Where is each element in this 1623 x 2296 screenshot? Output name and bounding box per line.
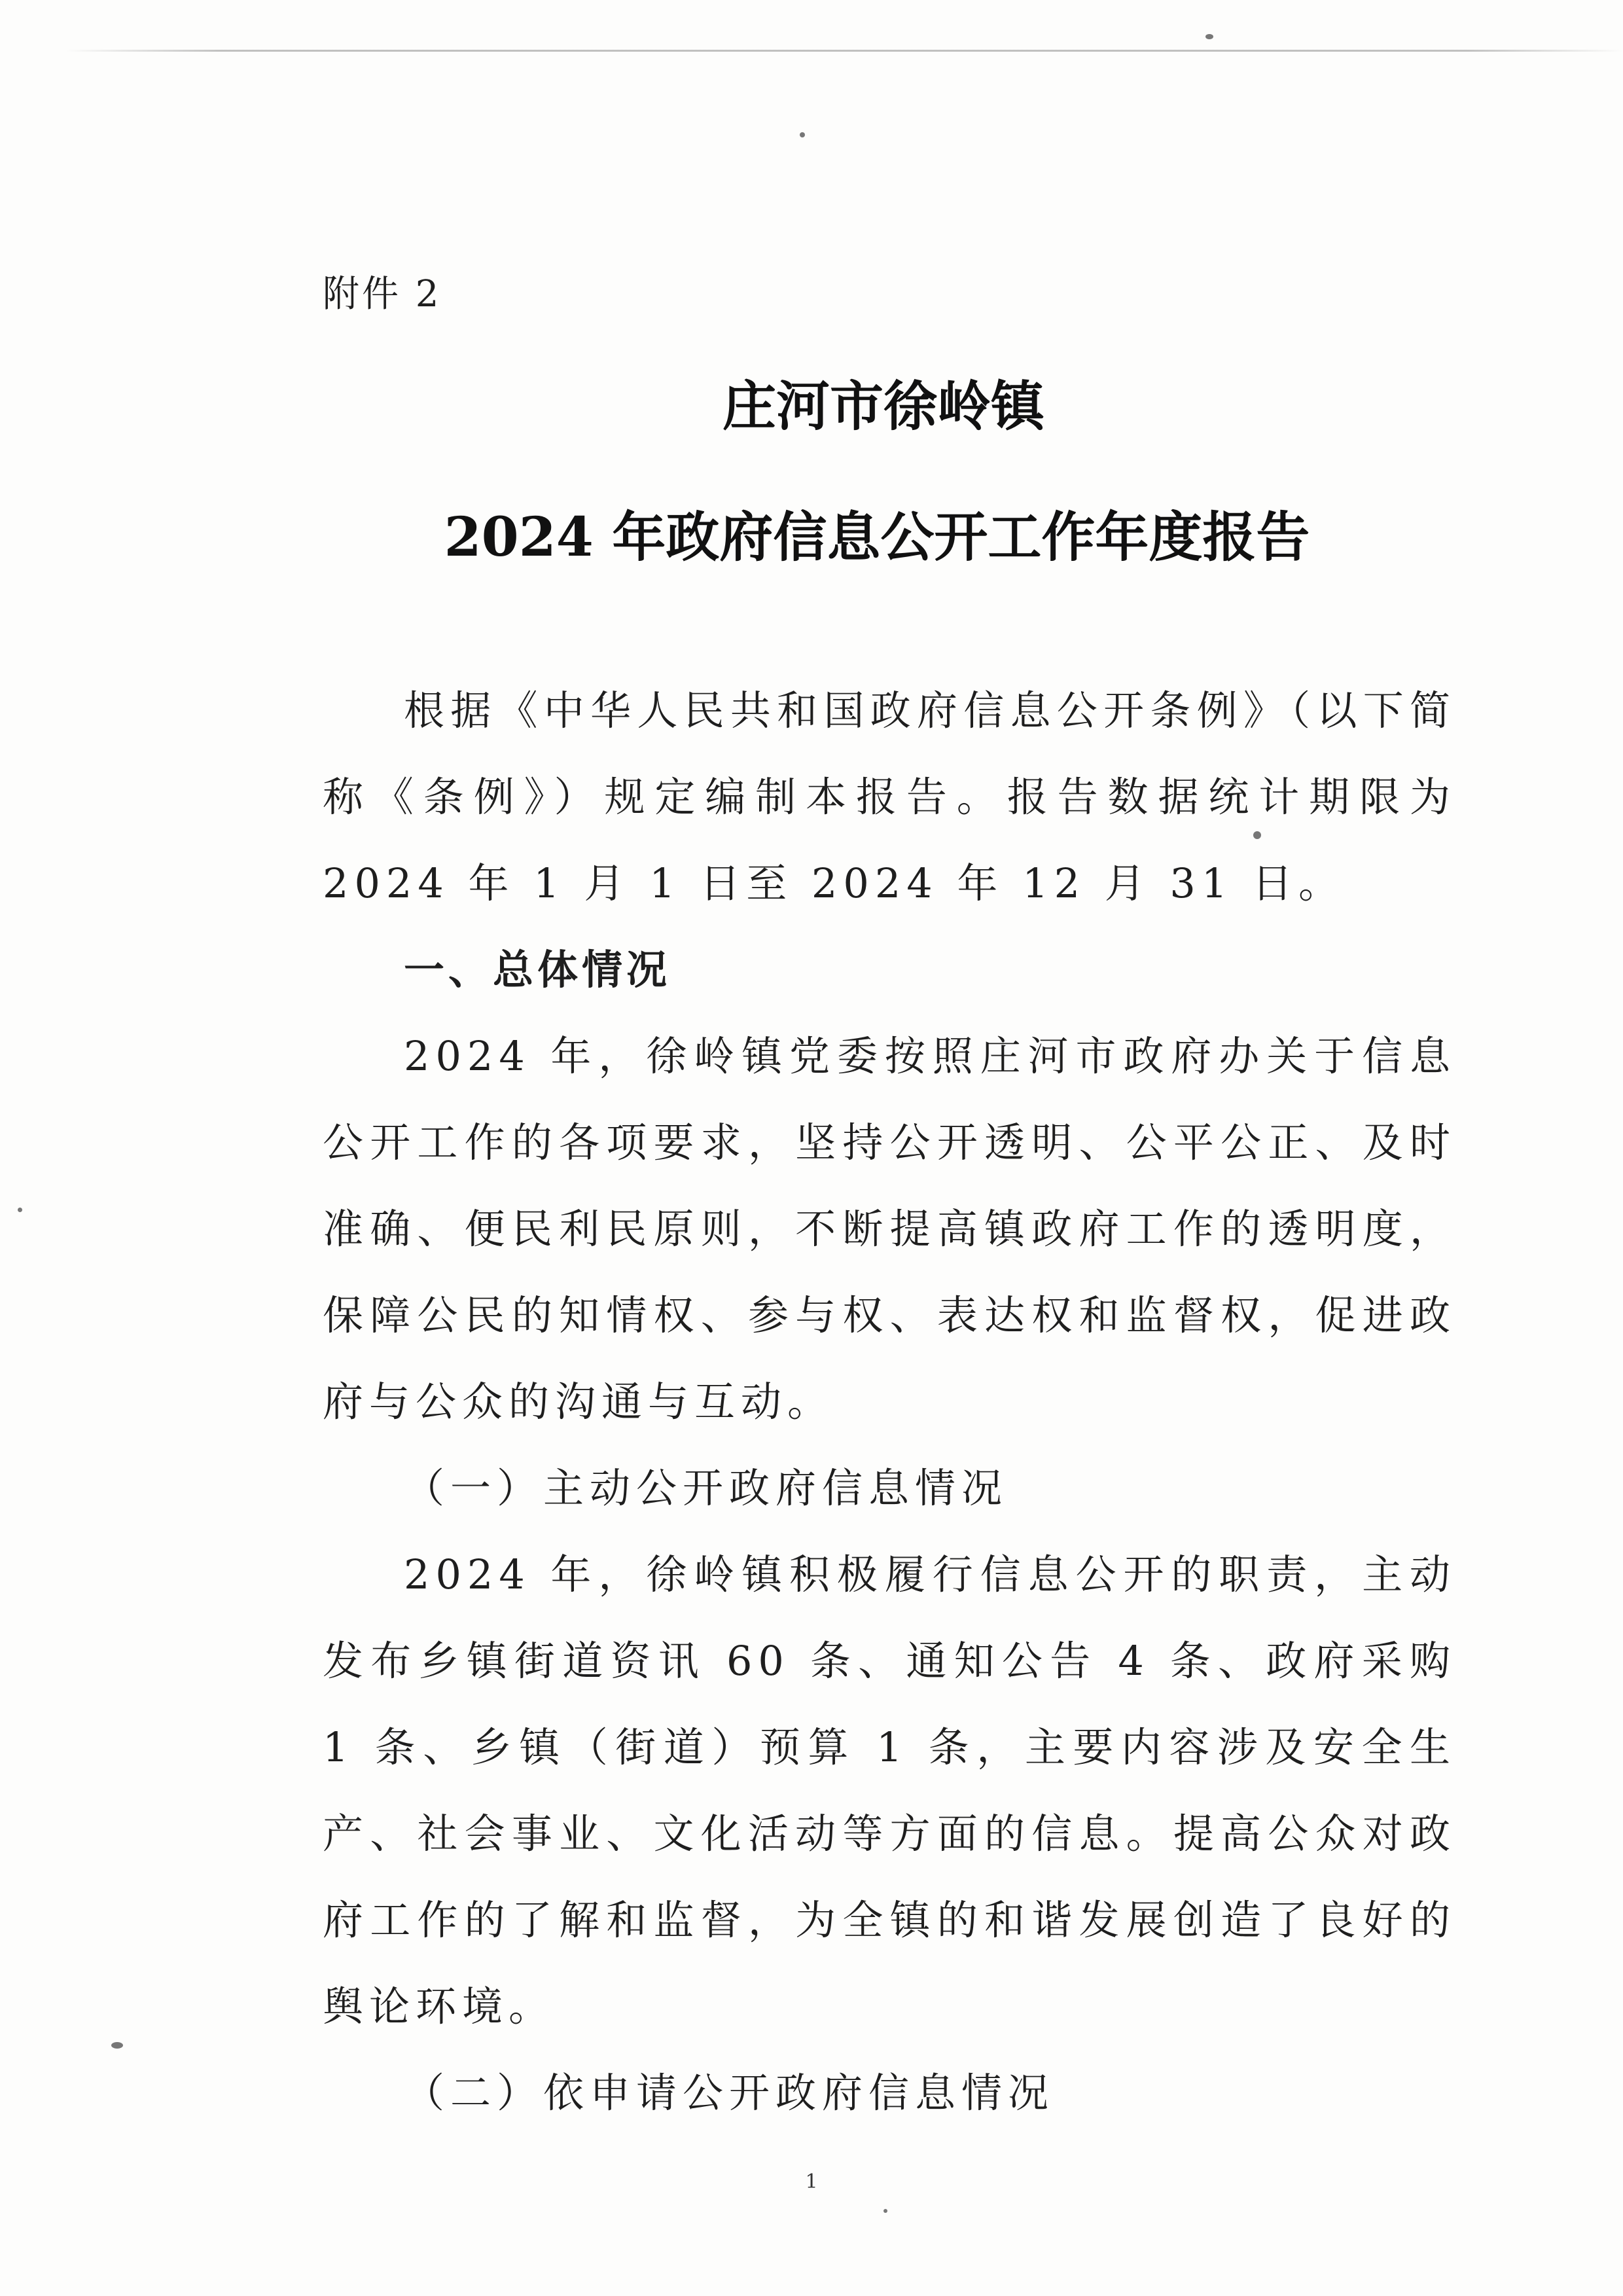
- report-title-line-1: 庄河市徐岭镇: [722, 375, 1044, 438]
- scan-speck: [18, 1208, 22, 1212]
- scan-speck: [111, 2042, 123, 2049]
- section-heading-overview: 一、总体情况: [404, 946, 671, 994]
- scan-speck: [800, 132, 805, 137]
- overview-paragraph: 2024 年，徐岭镇党委按照庄河市政府办关于信息公开工作的各项要求，坚持公开透明、公平公正、及时准确、便民利民原则，不断提高镇政府工作的透明度，保障公民的知情权、参与权、表达权和监督权，促进政府与公众的沟通与互动。: [323, 1032, 1456, 1426]
- page-number: 1: [805, 2170, 818, 2193]
- scan-edge-line: [65, 50, 1623, 52]
- intro-paragraph: 根据《中华人民共和国政府信息公开条例》（以下简称《条例》）规定编制本报告。报告数据统计期限为 2024 年 1 月 1 日至 2024 年 12 月 31 日。: [323, 687, 1456, 907]
- report-body: [323, 668, 1456, 2136]
- subsection-heading-proactive-disclosure: （一）主动公开政府信息情况: [404, 1464, 1008, 1512]
- attachment-label: 附件 2: [323, 273, 442, 315]
- proactive-disclosure-paragraph: 2024 年，徐岭镇积极履行信息公开的职责，主动发布乡镇街道资讯 60 条、通知公告 4 条、政府采购 1 条、乡镇（街道）预算 1 条，主要内容涉及安全生产、社会事业、文化活动等方面的信息。提高公众对政府工作的了解和监督，为全镇的和谐发展创造了良好的舆论环境。: [323, 1551, 1456, 2030]
- scan-speck: [1205, 34, 1213, 39]
- subsection-heading-disclosure-on-request: （二）依申请公开政府信息情况: [404, 2069, 1055, 2117]
- report-title-line-2: 2024 年政府信息公开工作年度报告: [444, 506, 1310, 569]
- scan-speck: [883, 2209, 887, 2213]
